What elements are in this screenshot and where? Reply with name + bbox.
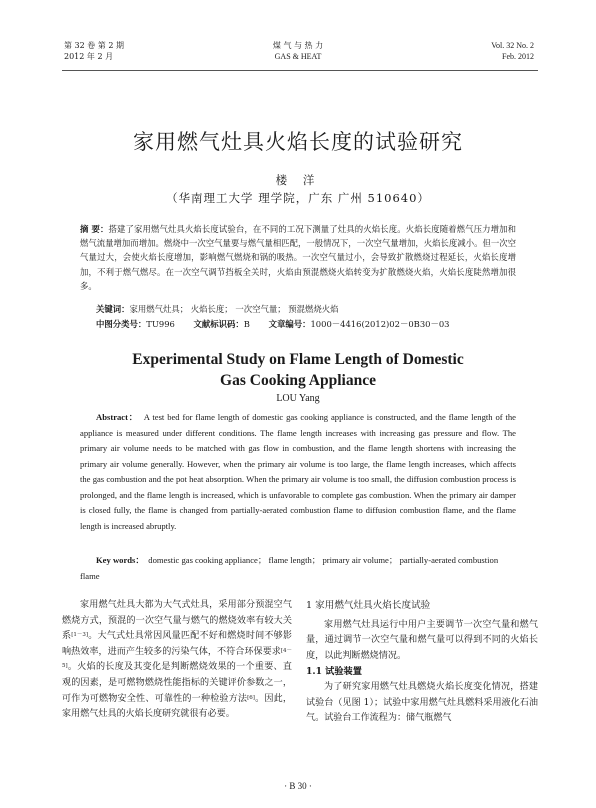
author-affiliation-zh: （华南理工大学 理学院，广东 广州 510640） [166,191,430,205]
keywords-zh [96,302,516,316]
journal-name-en: GAS & HEAT [274,52,322,61]
abstract-zh-text: 搭建了家用燃气灶具火焰长度试验台，在不同的工况下测量了灶具的火焰长度。火焰长度随着燃气压力增加和燃气流量增加而增加。燃烧中一次空气量要与燃气量相匹配，一般情况下，一次空气量增加，火焰长度减小。但一次空气量过大，会使火焰长度增加，影响燃气燃烧和锅的吸热。一次空气量过小，会导致扩散燃烧过程延长，火焰长度增加，不利于燃气燃尽。在一次空气调节挡板全关时，火焰由预混燃烧火焰转变为扩散燃烧火焰，火焰长度陡然增加很多。 [80,224,516,291]
doc-code-label: 文献标识码： [193,319,244,329]
intro-text-part4: 。因此，家用燃气灶具的火焰长度研究就很有必要。 [62,693,292,720]
paper-title-en-line1: Experimental Study on Flame Length of Domestic [132,351,464,368]
keywords-en-label: Key words： [96,555,144,565]
paper-title-zh: 家用燃气灶具火焰长度的试验研究 [133,130,463,154]
author-name-zh: 楼 洋 [275,173,321,187]
header-divider [62,70,538,71]
doc-code-value: B [243,319,250,329]
classification-info [96,317,536,331]
issue-date-label: 2012 年 2 月 [64,52,114,61]
abstract-zh-label: 摘 要： [80,224,109,234]
intro-text-part1: 家用燃气灶具大都为大气式灶具，采用部分预混空气燃烧方式，预混的一次空气量与燃气的燃烧效率有较大关系 [62,600,292,642]
citation-ref-6: [6] [247,694,255,701]
journal-name-zh: 煤 气 与 热 力 [272,41,324,50]
volume-issue-label: 第 32 卷 第 2 期 [64,41,124,50]
paper-title-en-line2: Gas Cooking Appliance [220,372,376,389]
keywords-en [80,553,516,584]
abstract-en-label: Abstract： [96,412,139,422]
intro-paragraph [62,598,292,723]
article-number-value: 1000－4416(2012)02－0B30－03 [310,319,450,329]
section-1-text: 家用燃气灶具运行中用户主要调节一次空气量和燃气量，通过调节一次空气量和燃气量可以得到不同的火焰长度，以此判断燃烧情况。 [306,619,538,661]
clc-label: 中图分类号： [96,319,147,329]
keywords-en-text: domestic gas cooking appliance； flame length； primary air volume； partially-aerated combustion flame [80,555,499,581]
section-1-heading: 1 家用燃气灶具火焰长度试验 [306,600,431,611]
intro-text-part3: 。火焰的长度及其变化是判断燃烧效果的一个重要、直观的因素，是可燃物燃烧性能指标的关键评价参数之一，可作为可燃物安全性、可靠性的一种检验方法 [62,662,292,704]
abstract-en [80,410,516,534]
subsection-1-1-text: 为了研究家用燃气灶具燃烧火焰长度变化情况，搭建试验台（见图 1）；试验中家用燃气灶具燃料采用液化石油气。试验台工作流程为：储气瓶燃气 [306,681,538,724]
keywords-zh-label: 关键词： [96,304,130,314]
issue-date-en: Feb. 2012 [502,52,534,61]
citation-ref-4-5: [4－5] [62,647,292,670]
abstract-zh [80,222,516,293]
article-number-label: 文章编号： [268,319,311,329]
author-name-en: LOU Yang [276,393,320,404]
journal-volume-issue-en [491,40,534,62]
citation-ref-1-3: [1－3] [71,632,89,639]
paper-title-en [0,349,596,391]
clc-value: TU996 [146,319,175,329]
subsection-1-1-heading: 1.1 试验装置 [306,666,362,678]
abstract-en-text: A test bed for flame length of domestic gas cooking appliance is constructed, and the flame length of the appliance is measured under different conditions. The flame length increases with increasing gas pressure and flow. The primary air volume needs to be matched with gas flow in combustion, and the flame length shortens with increasing the primary air volume generally. However, when the primary air volume is too large, the flame length increases, which affects the gas combustion and the pot heat absorption. When the primary air volume is too small, the diffusion combustion process is prolonged, and the flame length is increased, which is unfavorable to complete gas combustion. When the primary air damper is closed fully, the flame is changed from partially-aerated combustion flame to diffusion combustion flame, and the flame length is increased abruptly. [80,412,516,531]
body-right-column [306,598,538,727]
intro-text-part2: 。大气式灶具常因风量匹配不好和燃烧时间不够影响热效率，进而产生较多的污染气体，不符合环保要求 [62,631,292,657]
volume-issue-en: Vol. 32 No. 2 [491,41,534,50]
body-left-column [62,598,292,723]
page-number: · B 30 · [284,781,312,791]
keywords-zh-text: 家用燃气灶具； 火焰长度； 一次空气量； 预混燃烧火焰 [129,304,339,314]
